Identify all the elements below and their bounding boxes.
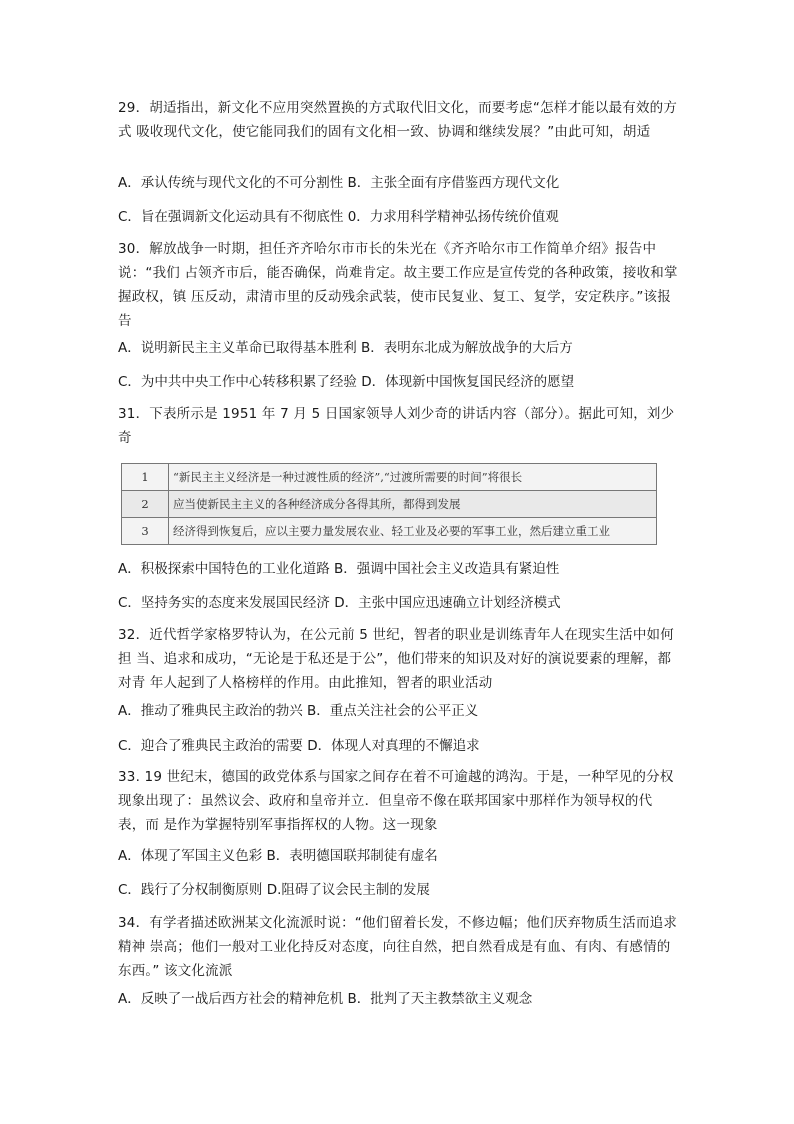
question-34-options-ab: A．反映了一战后西方社会的精神危机 B．批判了天主教禁欲主义观念 [118, 991, 533, 1007]
table-row [122, 464, 657, 491]
table-cell-text: 经济得到恢复后，应以主要力量发展农业、轻工业及必要的军事工业，然后建立重工业 [169, 518, 657, 545]
question-30-options-cd: C．为中共中央工作中心转移积累了经验 D．体现新中国恢复国民经济的愿望 [118, 374, 575, 390]
question-29-options-ab: A．承认传统与现代文化的不可分割性 B．主张全面有序借鉴西方现代文化 [118, 175, 560, 191]
table-cell-text: 应当使新民主主义的各种经济成分各得其所，都得到发展 [169, 491, 657, 518]
table-cell-num: 2 [122, 491, 169, 518]
speech-content-table [121, 463, 657, 545]
question-31-options-ab: A．积极探索中国特色的工业化道路 B．强调中国社会主义改造具有紧迫性 [118, 561, 560, 577]
question-29-options-cd: C．旨在强调新文化运动具有不彻底性 0．力求用科学精神弘扬传统价值观 [118, 209, 559, 225]
question-33-options-ab: A．体现了军国主义色彩 B．表明德国联邦制徒有虚名 [118, 848, 438, 864]
question-29-stem: 29．胡适指出，新文化不应用突然置换的方式取代旧文化，而要考虑“怎样才能以最有效的方式 吸收现代文化，使它能同我们的固有文化相一致、协调和继续发展？”由此可知，胡适 [118, 100, 678, 140]
table-cell-num: 3 [122, 518, 169, 545]
question-31-options-cd: C．坚持务实的态度来发展国民经济 D．主张中国应迅速确立计划经济模式 [118, 595, 561, 611]
question-32-options-ab: A．推动了雅典民主政治的勃兴 B．重点关注社会的公平正义 [118, 703, 479, 719]
question-32-stem: 32．近代哲学家格罗特认为，在公元前 5 世纪，智者的职业是训练青年人在现实生活中如何担 当、追求和成功，“无论是于私还是于公”，他们带来的知识及对好的演说要素的理解，都对青 年人起到了人格榜样的作用。由此推知，智者的职业活动 [118, 627, 674, 691]
question-30-options-ab: A．说明新民主主义革命已取得基本胜利 B．表明东北成为解放战争的大后方 [118, 340, 573, 356]
table-cell-num: 1 [122, 464, 169, 491]
question-33-stem: 33. 19 世纪末，德国的政党体系与国家之间存在着不可逾越的鸿沟。于是，一种罕见的分权现象出现了：虽然议会、政府和皇帝并立．但皇帝不像在联邦国家中那样作为领导权的代表，而 是作为掌握特别军事指挥权的人物。这一现象 [118, 769, 674, 833]
table-cell-text: “新民主主义经济是一种过渡性质的经济”,“过渡所需要的时间”将很长 [169, 464, 657, 491]
question-33-options-cd: C．践行了分权制衡原则 D.阻碍了议会民主制的发展 [118, 882, 430, 898]
question-31-stem: 31．下表所示是 1951 年 7 月 5 日国家领导人刘少奇的讲话内容（部分）。据此可知，刘少奇 [118, 406, 675, 446]
question-34-stem: 34．有学者描述欧洲某文化流派时说：“他们留着长发，不修边幅；他们厌弃物质生活而追求精神 崇高；他们一般对工业化持反对态度，向往自然，把自然看成是有血、有肉、有感情的东西。” 该文化流派 [118, 915, 678, 979]
table-row [122, 491, 657, 518]
question-30-stem: 30．解放战争一时期，担任齐齐哈尔市市长的朱光在《齐齐哈尔市工作简单介绍》报告中说：“我们 占领齐市后，能否确保，尚难肯定。故主要工作应是宣传党的各种政策，接收和掌握政权，镇 压反动，肃清市里的反动残余武装，使市民复业、复工、复学，安定秩序。”该报告 [118, 241, 678, 329]
table-row [122, 518, 657, 545]
question-32-options-cd: C．迎合了雅典民主政治的需要 D．体现人对真理的不懈追求 [118, 738, 480, 754]
